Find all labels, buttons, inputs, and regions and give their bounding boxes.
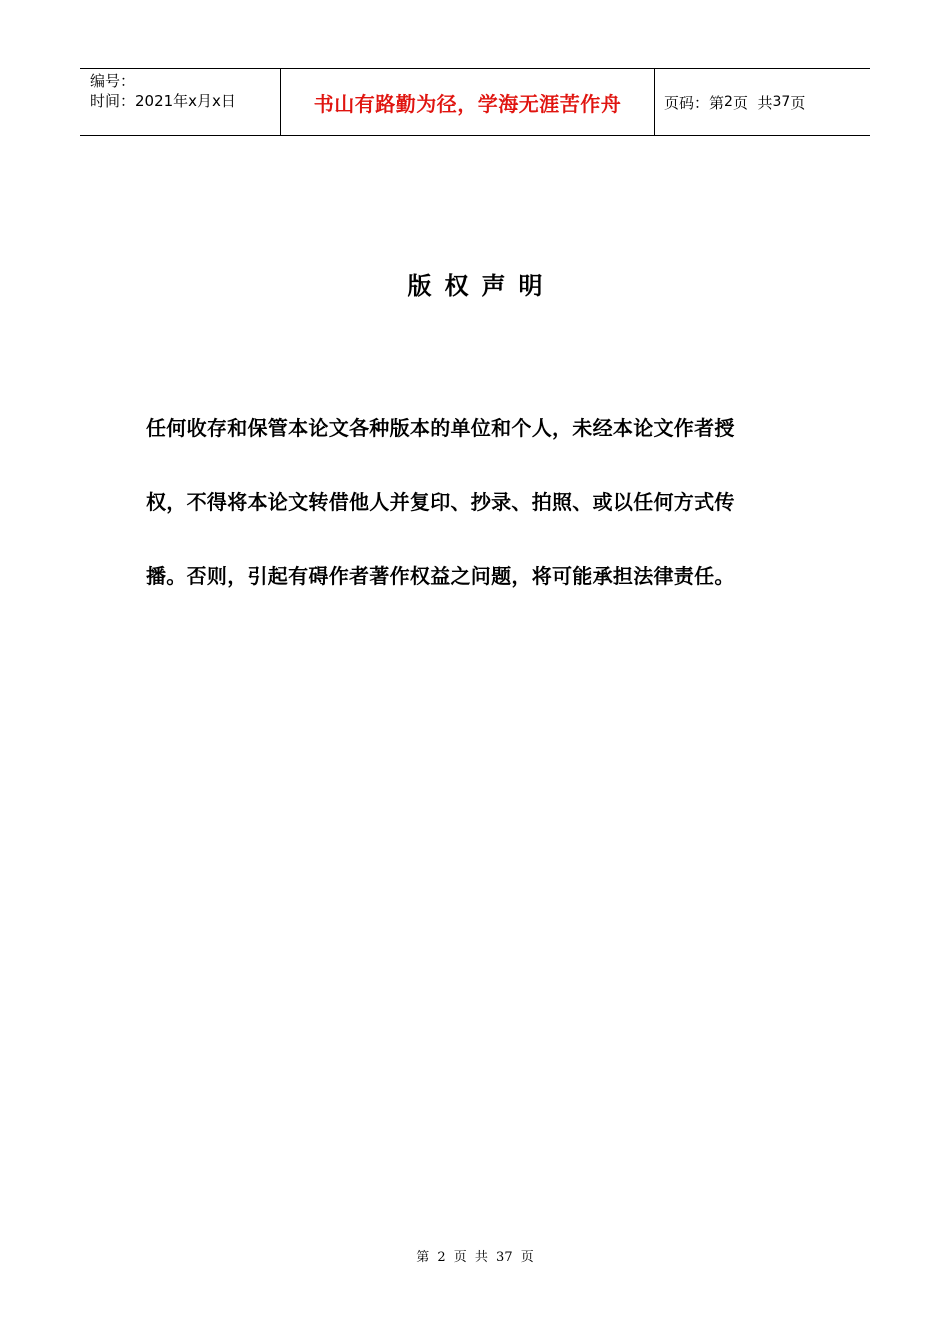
- statement-line: 权，不得将本论文转借他人并复印、抄录、拍照、或以任何方式传: [146, 490, 735, 514]
- document-time-label: 时间：2021年x月x日: [90, 92, 236, 110]
- header-motto: 书山有路勤为径，学海无涯苦作舟: [313, 91, 622, 116]
- page-number: 2: [724, 94, 733, 110]
- header-meta-cell: [80, 69, 281, 135]
- statement-line: 播。否则，引起有碍作者著作权益之问题，将可能承担法律责任。: [146, 564, 735, 588]
- document-number-label: 编号：: [90, 72, 136, 90]
- total-pages: 37: [772, 94, 791, 110]
- page-title: 版权声明: [407, 272, 556, 300]
- page-label: 页码：第: [664, 93, 725, 112]
- page-header: [80, 68, 870, 136]
- statement-line: 任何收存和保管本论文各种版本的单位和个人，未经本论文作者授: [146, 416, 735, 440]
- copyright-statement: [146, 391, 808, 613]
- page-footer: 第 2 页 共 37 页: [416, 1250, 534, 1265]
- page-mid-label: 页 共: [732, 93, 773, 112]
- page-end-label: 页: [790, 93, 806, 112]
- header-motto-cell: [281, 69, 655, 135]
- header-page-cell: [655, 69, 870, 135]
